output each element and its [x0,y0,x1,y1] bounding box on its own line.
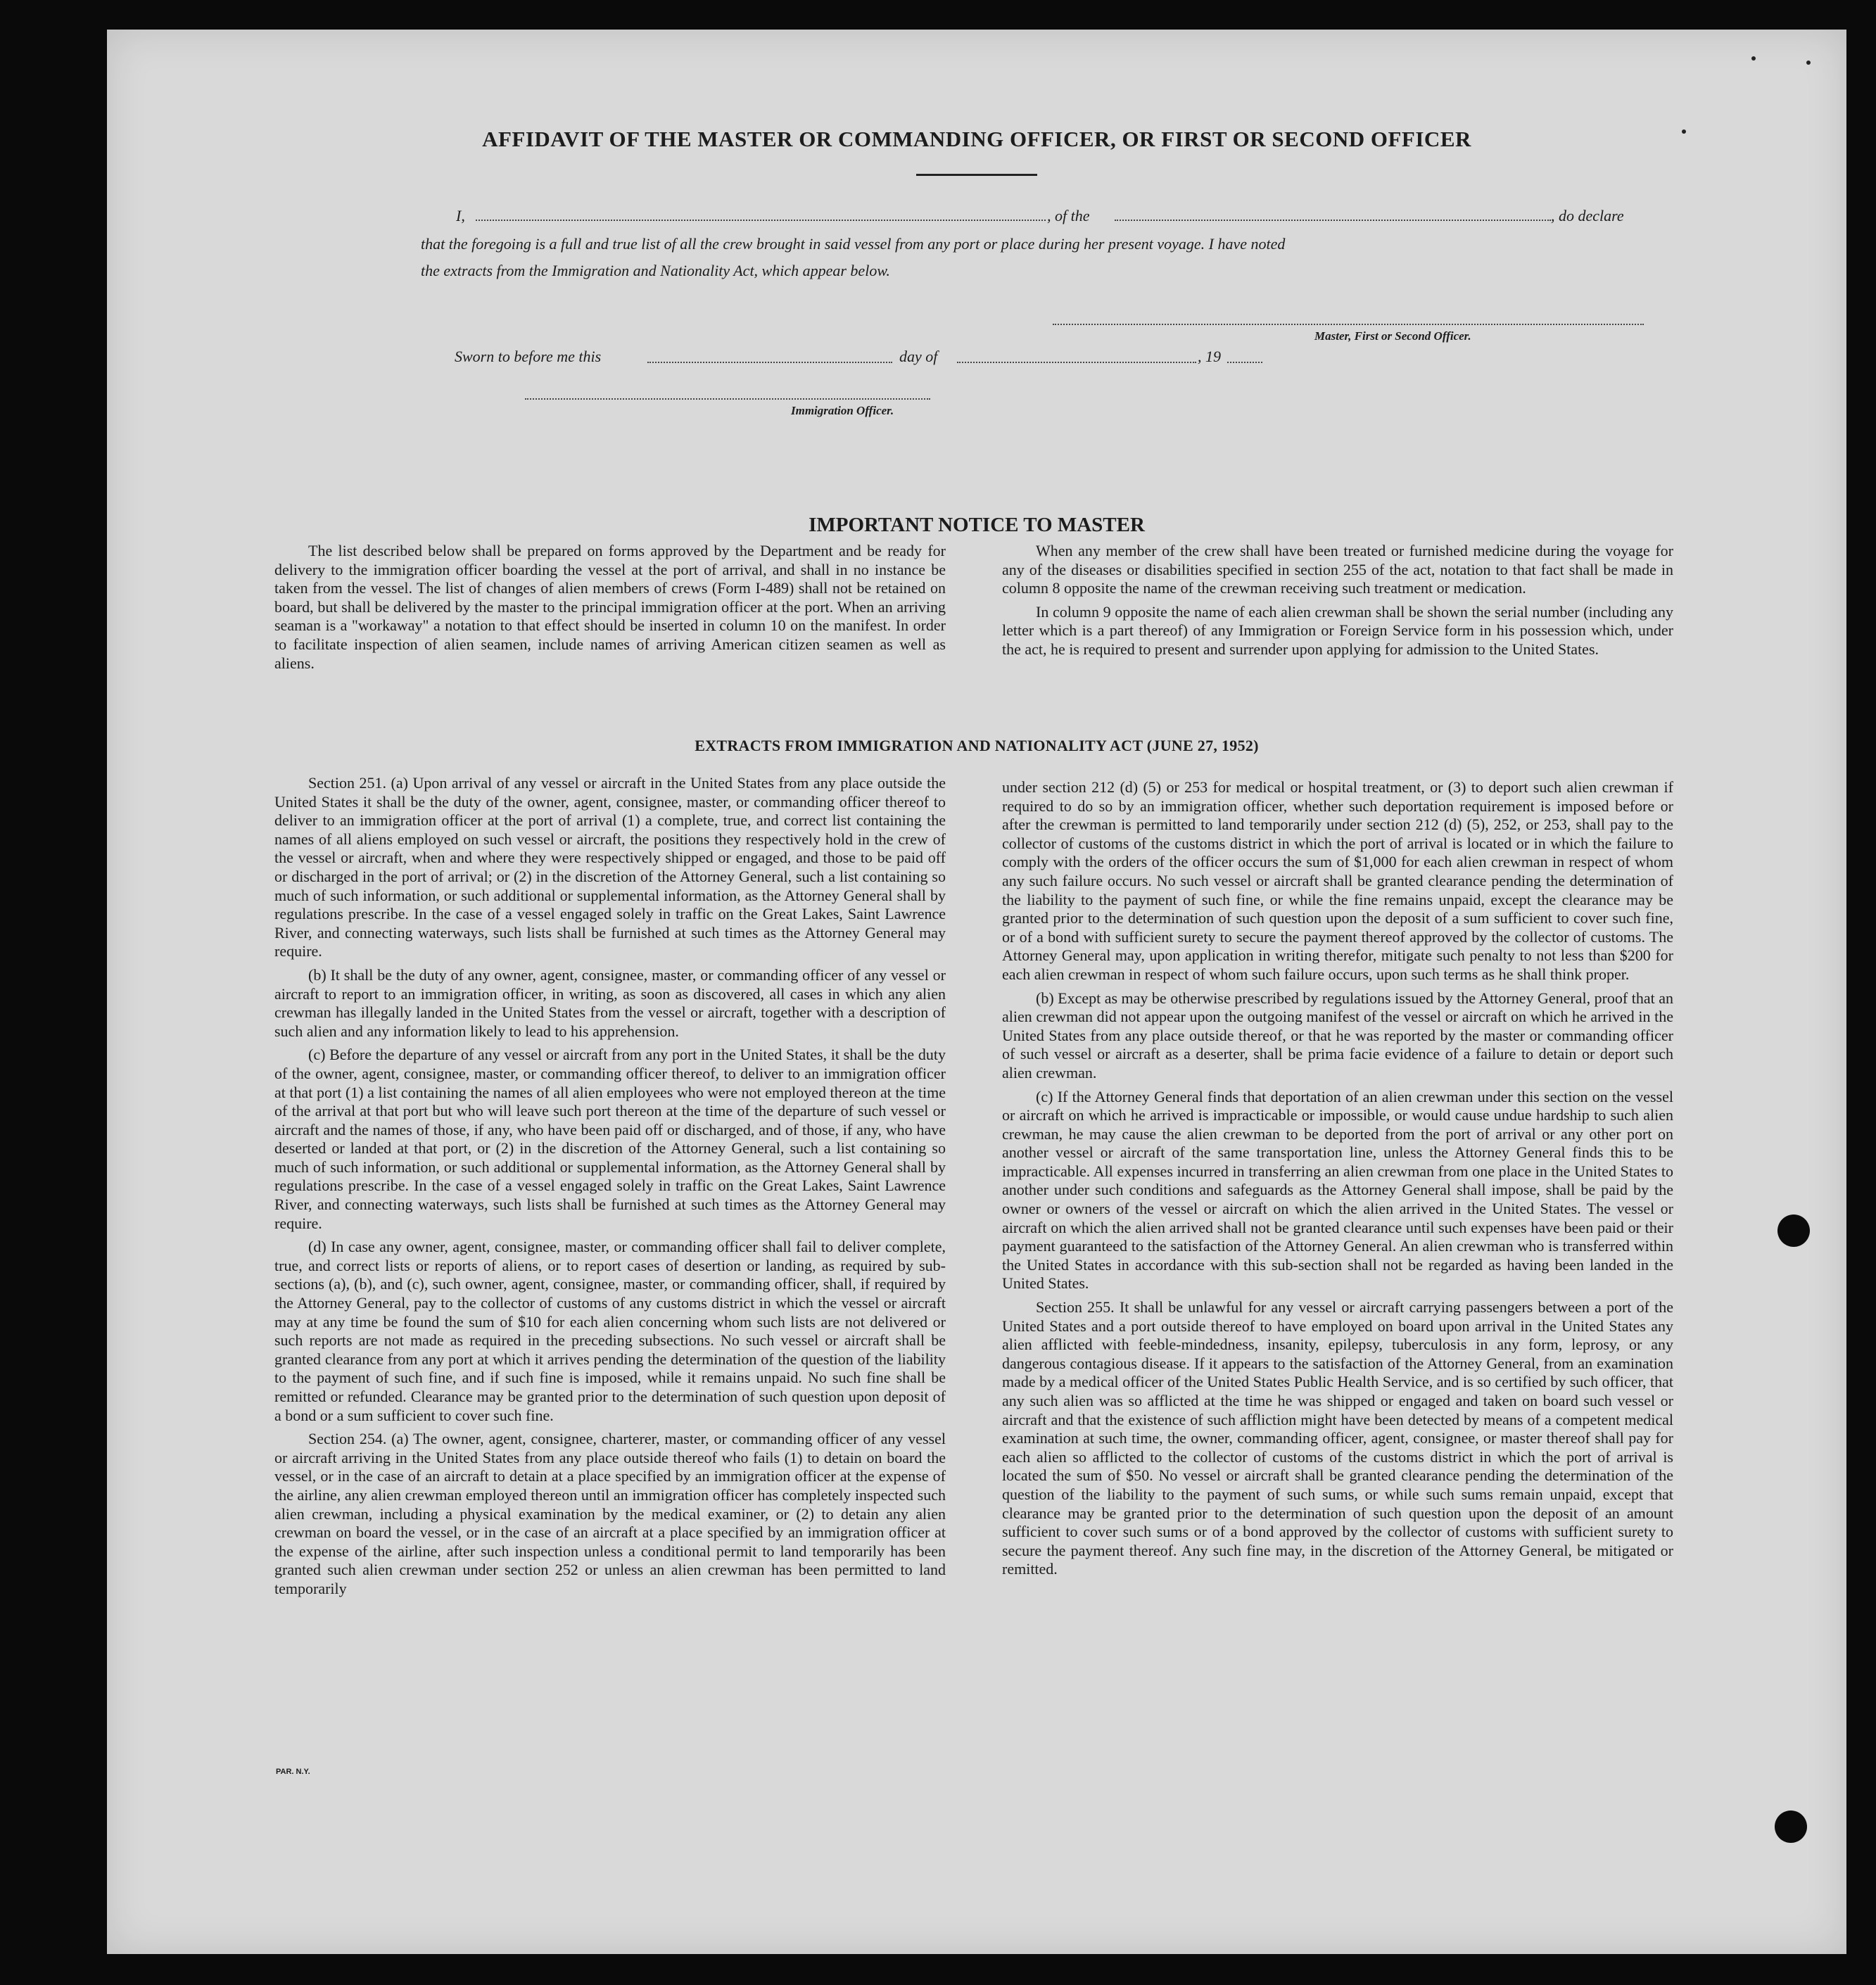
punch-hole-upper [1777,1215,1810,1247]
extract-paragraph: Section 251. (a) Upon arrival of any vessel or aircraft in the United States from any place outside the United States it shall be the duty of the owner, agent, consignee, master, or commanding officer thereof to deliver to an immigration officer at the port of arrival (1) a complete, true, and correct list containing the names of all aliens employed on such vessel or aircraft, the positions they respectively hold in the crew of the vessel or aircraft, when and where they were respectively shipped or engaged, and those to be paid off or discharged in the port of arrival; or (2) in the discretion of the Attorney General, such a list containing so much of such information, or such additional or supplemental information, as the Attorney General shall by regulations prescribe. In the case of a vessel engaged solely in traffic on the Great Lakes, Saint Lawrence River, and connecting waterways, such lists shall be furnished at such times as the Attorney General may require. [274,774,946,960]
sworn-month-field[interactable] [957,362,1196,363]
notice-paragraph: The list described below shall be prepared on forms approved by the Department and be ready for delivery to the immigration officer boarding the vessel at the port of arrival, and shall in no instance be taken from the vessel. The list of changes of alien members of crews (Form I-489) shall not be retained on board, but shall be delivered by the master to the principal immigration officer at the port. When an arriving seaman is a "workaway" a notation to that effect should be inserted in column 10 on the manifest. In order to facilitate inspection of alien seamen, include names of arriving American citizen seamen as well as aliens. [274,542,946,672]
extract-paragraph: (d) In case any owner, agent, consignee, master, or commanding officer shall fail to deliver complete, true, and correct lists or reports of aliens, or to report cases of desertion or landing, as required by sub-sections (a), (b), and (c), such owner, agent, consignee, master, or commanding officer, shall, if required by the Attorney General, pay to the collector of customs of any customs district in which the vessel or aircraft may at any time be found the sum of $10 for each alien concerning whom such lists are not delivered or such reports are not made as required in the preceding subsections. No such vessel or aircraft shall be granted clearance from any port at which it arrives pending the determination of the question of the liability to the payment of such fine, and if such fine is imposed, while it remains unpaid. No such fine shall be remitted or refunded. Clearance may be granted prior to the determination of such question upon deposit of a bond or a sum sufficient to cover such fine. [274,1238,946,1424]
year-prefix-label: , 19 [1198,348,1221,365]
speck-mark [1806,61,1811,65]
title-underline [916,174,1037,176]
do-declare-label: , do declare [1551,207,1624,224]
declarant-name-field[interactable] [476,220,1046,221]
extract-paragraph: (b) It shall be the duty of any owner, agent, consignee, master, or commanding officer of any vessel or aircraft to report to an immigration officer, in writing, as soon as discovered, all cases in which any alien crewman has illegally landed in the United States from the vessel or aircraft, together with a description of such alien and any information likely to lead to his apprehension. [274,965,946,1040]
extract-paragraph: (c) If the Attorney General finds that deportation of an alien crewman under this section on the vessel or aircraft on which he arrived is impracticable or impossible, or would cause undue hardship to such alien crewman, he may cause the alien crewman to be deported from the port of arrival or any other port on another vessel or aircraft of the same transportation line, unless the Attorney General finds this to be impracticable. All expenses incurred in transferring an alien crewman from one place in the United States to another under such conditions and safeguards as the Attorney General shall impose, shall be paid by the owner or owners of the vessel or aircraft on which the alien arrived in the United States. The vessel or aircraft on which the alien arrived shall not be granted clearance until such expenses have been paid or their payment guaranteed to the satisfaction of the Attorney General. An alien crewman who is transferred within the United States in accordance with this sub-section shall not be regarded as having been landed in the United States. [1002,1087,1673,1293]
printer-mark: PAR. N.Y. [276,1768,310,1776]
affidavit-statement-line2: the extracts from the Immigration and Nationality Act, which appear below. [421,262,890,279]
notice-paragraph: In column 9 opposite the name of each alien crewman shall be shown the serial number (including any letter which is a part thereof) of any Immigration or Foreign Service form in his possession which, under the act, he is required to present and surrender upon applying for admission to the United States. [1002,602,1673,658]
vessel-name-field[interactable] [1115,220,1551,221]
of-the-label: , of the [1047,207,1090,224]
notice-paragraph: When any member of the crew shall have been treated or furnished medicine during the voyage for any of the diseases or disabilities specified in section 255 of the act, notation to that fact shall be made in column 8 opposite the name of the crewman receiving such treatment or medication. [1002,542,1673,597]
master-signature-caption: Master, First or Second Officer. [1314,329,1471,343]
notice-left-column [274,542,946,678]
affidavit-statement-line1: that the foregoing is a full and true list of all the crew brought in said vessel from any port or place during her present voyage. I have noted [421,235,1286,253]
sworn-year-field[interactable] [1227,362,1262,363]
extract-paragraph: under section 212 (d) (5) or 253 for medical or hospital treatment, or (3) to deport such alien crewman if required to do so by an immigration officer, whether such deportation requirement is imposed before or after the crewman is permitted to land temporarily under section 212 (d) (5), 252, or 253, shall pay to the collector of customs of the customs district in which the port of arrival is located or in which the failure to comply with the orders of the officer occurs the sum of $1,000 for each alien crewman in respect of whom any such failure occurs. No such vessel or aircraft shall be granted clearance pending the determination of the liability to the payment of such fine, or while the fine remains unpaid, except the clearance may be granted prior to the determination of such question upon the deposit of a sum sufficient to cover such fine, or of a bond with sufficient surety to secure the payment thereof approved by the collector of customs. The Attorney General may, upon application in writing therefor, mitigate such penalty to not less than $200 for each alien crewman in respect of whom such failure occurs, upon such terms as he shall think proper. [1002,778,1673,983]
notice-right-column [1002,542,1673,664]
declarant-label: I, [456,207,465,224]
extracts-title: EXTRACTS FROM IMMIGRATION AND NATIONALITY ACT (JUNE 27, 1952) [695,737,1259,754]
sworn-day-field[interactable] [647,362,892,363]
notice-title: IMPORTANT NOTICE TO MASTER [809,514,1145,536]
officer-signature-field[interactable] [525,398,930,400]
affidavit-title: AFFIDAVIT OF THE MASTER OR COMMANDING OFFICER, OR FIRST OR SECOND OFFICER [482,127,1471,151]
punch-hole-lower [1775,1810,1807,1843]
document-page [107,30,1846,1954]
officer-signature-caption: Immigration Officer. [791,404,894,417]
day-of-label: day of [899,348,938,365]
extract-paragraph: (b) Except as may be otherwise prescribed by regulations issued by the Attorney General, proof that an alien crewman did not appear upon the outgoing manifest of the vessel or aircraft on which he arrived in the United States from any place outside thereof, or that he was reported by the master or commanding officer of such vessel or aircraft as a deserter, shall be prima facie evidence of a failure to detain or deport such alien crewman. [1002,989,1673,1082]
extracts-right-column [1002,778,1673,1584]
speck-mark [1751,56,1756,61]
extract-paragraph: Section 255. It shall be unlawful for any vessel or aircraft carrying passengers between a port of the United States and a port outside thereof to have employed on board upon arrival in the United States any alien afflicted with feeble-mindedness, insanity, epilepsy, tuberculosis in any form, leprosy, or any dangerous contagious disease. If it appears to the satisfaction of the Attorney General, from an examination made by a medical officer of the United States Public Health Service, and is so certified by such officer, that any such alien was so afflicted at the time he was shipped or engaged and taken on board such vessel or aircraft and that the existence of such affliction might have been detected by means of a competent medical examination at such time, the owner, commanding officer, agent, consignee, or master thereof shall pay for each alien so afflicted to the collector of customs of the customs district in which the port of arrival is located the sum of $50. No vessel or aircraft shall be granted clearance pending the determination of the question of the liability to the payment of such sums, or while such sums remain unpaid, except that clearance may be granted prior to the determination of such question upon the deposit of an amount sufficient to cover such sums or of a bond approved by the collector of customs with sufficient surety to secure the payment thereof. Any such fine may, in the discretion of the Attorney General, be mitigated or remitted. [1002,1298,1673,1578]
extract-paragraph: (c) Before the departure of any vessel or aircraft from any port in the United States, it shall be the duty of the owner, agent, consignee, master, or commanding officer thereof, to deliver to an immigration officer at that port (1) a list containing the names of all alien employees who were not employed thereon at the time of the arrival at that port but who will leave such port thereon at the time of the departure of such vessel or aircraft and the names of those, if any, who have been paid off or discharged, and of those, if any, who have deserted or landed at that port, or (2) in the discretion of the Attorney General, such a list containing so much of such information, or such additional or supplemental information, as the Attorney General shall by regulations prescribe. In the case of a vessel engaged solely in traffic on the Great Lakes, Saint Lawrence River, and connecting waterways, such lists shall be furnished at such times as the Attorney General may require. [274,1046,946,1232]
master-signature-field[interactable] [1053,324,1644,325]
sworn-label: Sworn to before me this [455,348,602,365]
extract-paragraph: Section 254. (a) The owner, agent, consignee, charterer, master, or commanding officer of any vessel or aircraft arriving in the United States from any place outside thereof who fails (1) to detain on board the vessel, or in the case of an aircraft to detain at a place specified by an immigration officer at the expense of the airline, any alien crewman employed thereon until an immigration officer has completely inspected such alien crewman, including a physical examination by the medical examiner, or (2) to detain any alien crewman on board the vessel, or in the case of an aircraft at a place specified by an immigration officer at the expense of the airline, after such inspection unless a conditional permit to land temporarily has been granted such alien crewman under section 252 or unless an alien crewman has been permitted to land temporarily [274,1430,946,1597]
extracts-left-column [274,774,946,1604]
